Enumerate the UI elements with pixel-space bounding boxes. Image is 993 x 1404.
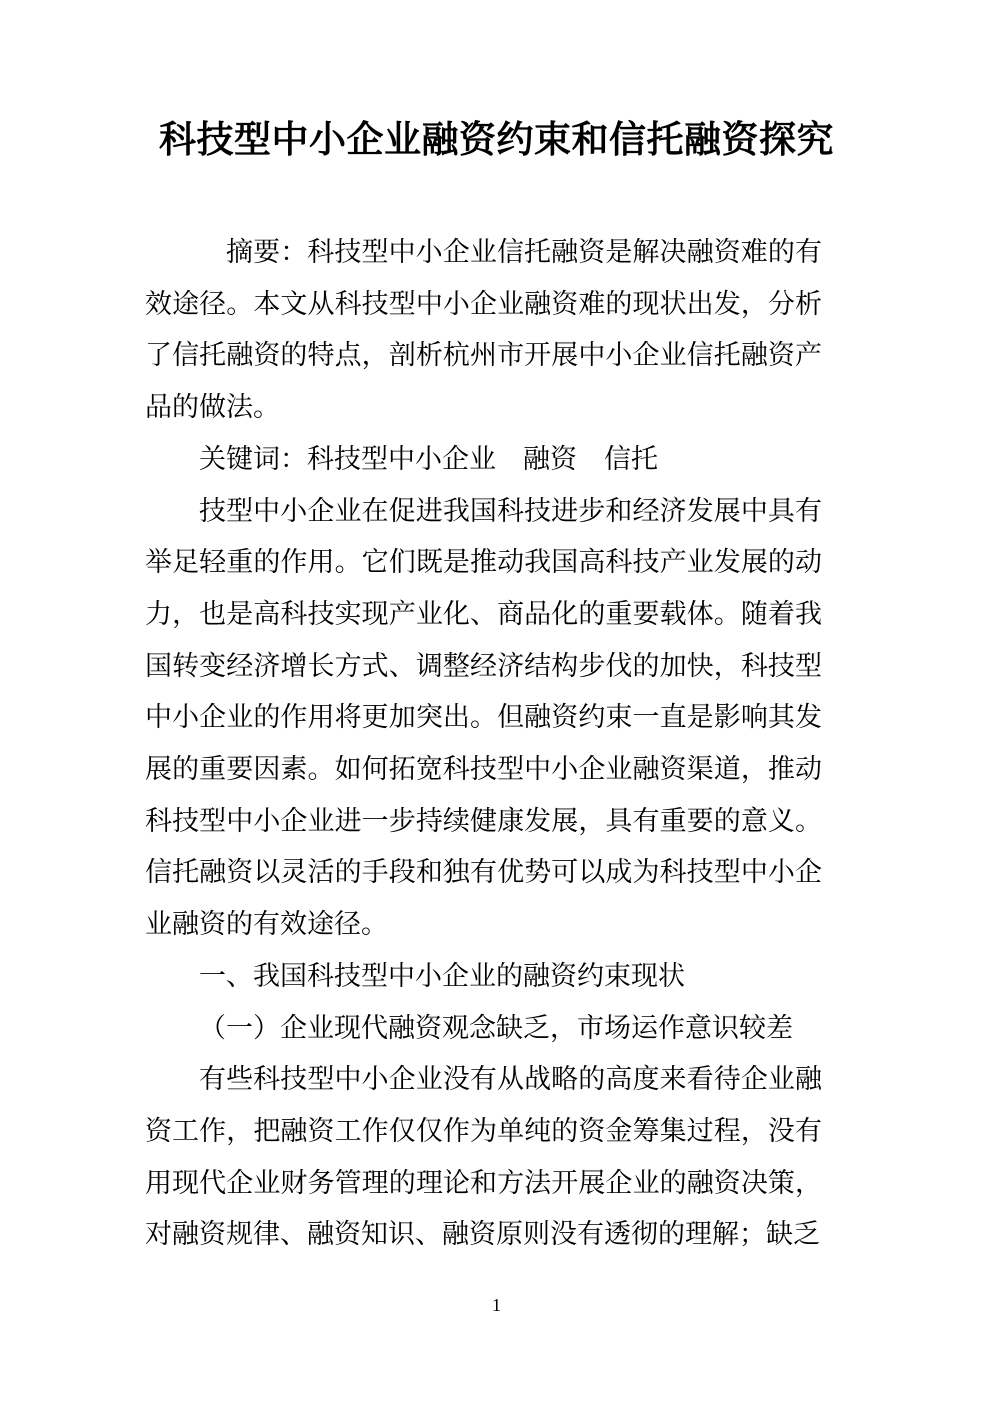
paragraph-intro: 技型中小企业在促进我国科技进步和经济发展中具有举足轻重的作用。它们既是推动我国高科技产业发展的动力，也是高科技实现产业化、商品化的重要载体。随着我国转变经济增长方式、调整经济结构步伐的加快，科技型中小企业的作用将更加突出。但融资约束一直是影响其发展的重要因素。如何拓宽科技型中小企业融资渠道，推动科技型中小企业进一步持续健康发展，具有重要的意义。信托融资以灵活的手段和独有优势可以成为科技型中小企业融资的有效途径。 — [145, 495, 822, 940]
document-title: 科技型中小企业融资约束和信托融资探究 — [159, 120, 834, 161]
page-number: 1 — [492, 1295, 501, 1315]
heading-subsection-1-1: （一）企业现代融资观念缺乏，市场运作意识较差 — [199, 1012, 793, 1043]
paragraph-abstract: 摘要：科技型中小企业信托融资是解决融资难的有效途径。本文从科技型中小企业融资难的现状出发，分析了信托融资的特点，剖析杭州市开展中小企业信托融资产品的做法。 — [145, 237, 822, 423]
document-body — [145, 227, 822, 1261]
paragraph-subsection-1-1-body: 有些科技型中小企业没有从战略的高度来看待企业融资工作，把融资工作仅仅作为单纯的资金筹集过程，没有用现代企业财务管理的理论和方法开展企业的融资决策，对融资规律、融资知识、融资原则没有透彻的理解；缺乏 — [145, 1064, 822, 1250]
heading-section-1: 一、我国科技型中小企业的融资约束现状 — [199, 960, 685, 991]
paragraph-keywords: 关键词：科技型中小企业 融资 信托 — [199, 443, 658, 474]
page-footer — [0, 1293, 993, 1317]
